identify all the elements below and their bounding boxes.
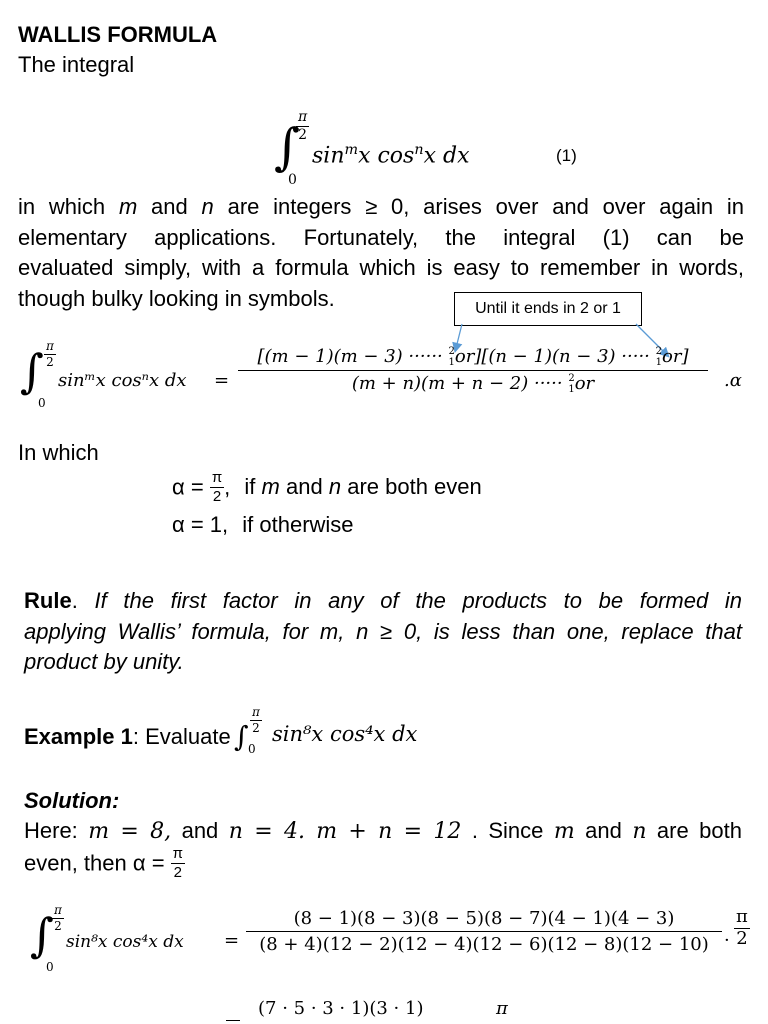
solution-line-1: Here: m = 8, and n = 4. m + n = 12 . Since m and n are both xyxy=(24,818,742,844)
formula-numerator: [(m − 1)(m − 3) ······ 2 1 or][(n − 1)(n − 3) ····· 2 1 or] xyxy=(238,346,708,371)
rule-line-2: applying Wallis’ formula, for m, n ≥ 0, is less than one, replace that xyxy=(24,618,742,644)
equation-1 xyxy=(274,110,594,192)
upper-limit: $\frac{\pi}{2}$ xyxy=(46,339,54,369)
solution-label: Solution: xyxy=(24,788,120,813)
paragraph-1-line-4: though bulky looking in symbols. xyxy=(18,285,335,311)
lower-limit: 0 xyxy=(288,172,297,188)
example-1: Example 1: Evaluate ∫ $\frac{\pi}{2}$ 0 sin⁸x cos⁴x dx xyxy=(24,705,418,756)
callout-box: Until it ends in 2 or 1 xyxy=(454,292,642,326)
wallis-formula xyxy=(20,340,760,416)
rule-line-3: product by unity. xyxy=(24,649,184,674)
formula-lhs: sinᵐx cosⁿx dx xyxy=(58,370,187,391)
integral-sign: ∫ xyxy=(234,720,249,753)
paragraph-1-line-3: evaluated simply, with a formula which is easy to remember in words, xyxy=(18,255,744,280)
calc-next-fraction-bar xyxy=(226,1020,240,1021)
pi-over-2: $\frac{\pi}{2}$ xyxy=(736,906,748,949)
paragraph-1-line-1: in which m and n are integers ≥ 0, arises over and over again in xyxy=(18,194,744,219)
rule-paragraph xyxy=(24,586,742,678)
lower-limit: 0 xyxy=(38,396,46,410)
intro-text: The integral xyxy=(18,52,135,77)
integral-sign: ∫ xyxy=(274,118,301,176)
upper-limit: $\frac{\pi}{2}$ xyxy=(252,705,260,735)
equals-sign: = xyxy=(224,930,240,951)
calc-lhs: sin⁸x cos⁴x dx xyxy=(66,932,184,952)
upper-limit: $\frac{\pi}{2}$ xyxy=(298,109,308,143)
integrand: $\sin^mx$ $\cos^nx$ dx xyxy=(312,142,470,169)
equation-label: (1) xyxy=(556,146,577,165)
integral-sign: ∫ xyxy=(30,908,54,962)
calc-next-pi: π xyxy=(496,998,508,1019)
rule-line-1: Rule. If the first factor in any of the products to be formed in xyxy=(24,588,742,613)
integral-sign: ∫ xyxy=(20,344,44,398)
calc-numerator: (8 − 1)(8 − 3)(8 − 5)(8 − 7)(4 − 1)(4 − 3) xyxy=(246,908,722,932)
example-integrand: sin⁸x cos⁴x dx xyxy=(272,722,418,746)
lower-limit: 0 xyxy=(248,742,256,756)
page-title: WALLIS FORMULA xyxy=(18,22,218,47)
upper-limit: $\frac{\pi}{2}$ xyxy=(54,903,62,933)
lower-limit: 0 xyxy=(46,960,54,974)
multiply-dot: · xyxy=(724,930,730,951)
alpha-case-1: α = $\frac{\pi}{2}$ , if m and n are both even xyxy=(172,469,482,505)
alpha-case-2: α = 1, if otherwise xyxy=(172,512,354,537)
calc-denominator: (8 + 4)(12 − 2)(12 − 4)(12 − 6)(12 − 8)(12 − 10) xyxy=(259,934,709,955)
equals-sign: = xyxy=(214,370,230,391)
formula-denominator: (m + n)(m + n − 2) ····· 2 1 or xyxy=(351,373,595,395)
solution-line-2: even, then α = $\frac{\pi}{2}$ xyxy=(24,845,184,881)
in-which-label: In which xyxy=(18,440,99,465)
paragraph-1-line-2: elementary applications. Fortunately, the integral (1) can be xyxy=(18,224,744,250)
calculation xyxy=(24,904,764,980)
alpha-factor: .α xyxy=(724,370,742,391)
calc-next-numerator: (7 · 5 · 3 · 1)(3 · 1) xyxy=(258,998,424,1019)
